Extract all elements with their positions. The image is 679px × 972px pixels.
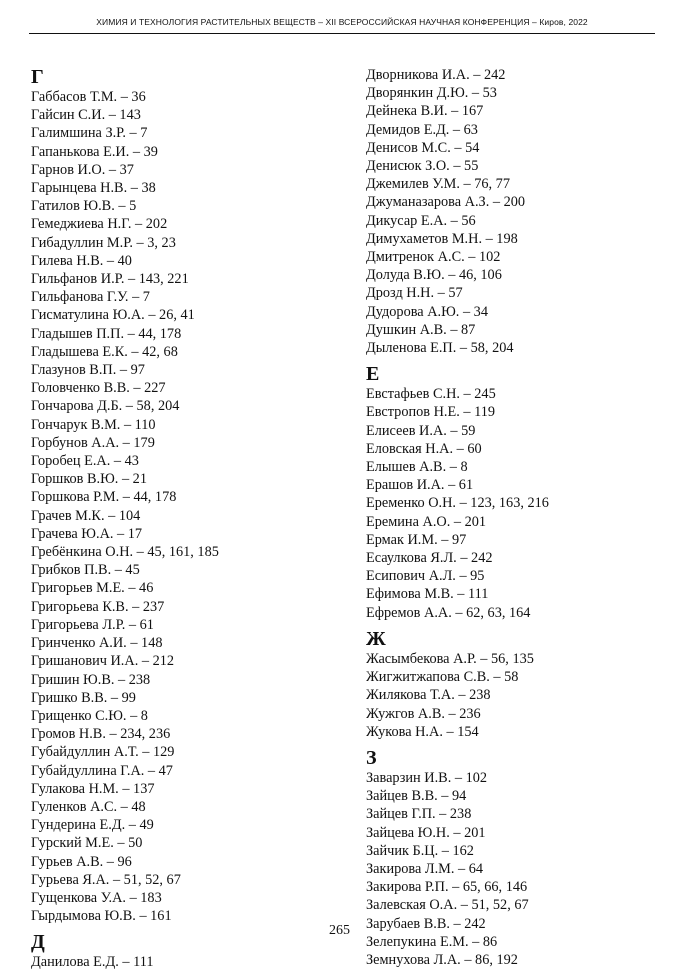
author-index-entry: Григорьева Л.Р. – 61 (31, 616, 154, 633)
author-index-entry: Земнухова Л.А. – 86, 192 (366, 951, 518, 968)
index-column-right (366, 66, 666, 969)
author-index-entry: Громов Н.В. – 234, 236 (31, 726, 171, 743)
author-index-entry: Закирова Л.М. – 64 (366, 860, 484, 877)
author-index-entry: Еременко О.Н. – 123, 163, 216 (366, 495, 549, 512)
author-index-entry: Жилякова Т.А. – 238 (366, 687, 491, 704)
author-index-entry: Дрозд Н.Н. – 57 (366, 285, 463, 302)
author-index-entry: Данилова Е.Д. – 111 (31, 954, 154, 971)
author-index-entry: Гринченко А.И. – 148 (31, 635, 163, 652)
index-section (366, 628, 666, 741)
header-divider (29, 33, 655, 34)
author-index-entry: Джуманазарова А.З. – 200 (366, 194, 526, 211)
author-index-entry: Ермак И.М. – 97 (366, 531, 467, 548)
author-index-entry: Гришко В.В. – 99 (31, 689, 136, 706)
section-letter-heading: Ж (366, 627, 386, 650)
author-index-entry: Григорьева К.В. – 237 (31, 598, 165, 615)
author-index-entry: Грачев М.К. – 104 (31, 507, 141, 524)
author-index-entry: Гатилов Ю.В. – 5 (31, 198, 137, 215)
index-column-left (31, 66, 331, 972)
author-index-entry: Гемеджиева Н.Г. – 202 (31, 216, 168, 233)
author-index-entry: Гришанович И.А. – 212 (31, 653, 175, 670)
author-index-entry: Ерашов И.А. – 61 (366, 477, 474, 494)
author-index-entry: Жукова Н.А. – 154 (366, 723, 479, 740)
author-index-entry: Гисматулина Ю.А. – 26, 41 (31, 307, 195, 324)
author-index-entry: Гапанькова Е.И. – 39 (31, 143, 158, 160)
author-index-entry: Гришин Ю.В. – 238 (31, 671, 151, 688)
author-index-entry: Долуда В.Ю. – 46, 106 (366, 267, 502, 284)
author-index-entry: Грачева Ю.А. – 17 (31, 525, 143, 542)
author-index-entry: Денисов М.С. – 54 (366, 139, 480, 156)
index-section (31, 66, 331, 925)
author-index-entry: Гребёнкина О.Н. – 45, 161, 185 (31, 544, 219, 561)
author-index-entry: Димухаметов М.Н. – 198 (366, 230, 518, 247)
author-index-entry: Гущенкова У.А. – 183 (31, 889, 162, 906)
author-index-entry: Дейнека В.И. – 167 (366, 103, 484, 120)
author-index-entry: Дудорова А.Ю. – 34 (366, 303, 488, 320)
author-index-entry: Гайсин С.И. – 143 (31, 107, 141, 124)
author-index-entry: Жигжитжапова С.В. – 58 (366, 669, 519, 686)
author-index-entry: Губайдуллин А.Т. – 129 (31, 744, 175, 761)
author-index-entry: Есаулкова Я.Л. – 242 (366, 550, 493, 567)
author-index-entry: Гибадуллин М.Р. – 3, 23 (31, 234, 176, 251)
author-index-entry: Зайчик Б.Ц. – 162 (366, 842, 474, 859)
running-header: ХИМИЯ И ТЕХНОЛОГИЯ РАСТИТЕЛЬНЫХ ВЕЩЕСТВ – XII ВСЕРОССИЙСКАЯ НАУЧНАЯ КОНФЕРЕНЦИЯ – Киров, 2022 (96, 17, 588, 27)
author-index-entry: Глазунов В.П. – 97 (31, 362, 145, 379)
author-index-entry: Гундерина Е.Д. – 49 (31, 817, 154, 834)
author-index-entry: Ефремов А.А. – 62, 63, 164 (366, 604, 531, 621)
author-index-entry: Зелепукина Е.М. – 86 (366, 933, 498, 950)
author-index-entry: Елисеев И.А. – 59 (366, 422, 476, 439)
author-index-entry: Гулакова Н.М. – 137 (31, 780, 155, 797)
author-index-entry: Грибков П.В. – 45 (31, 562, 140, 579)
author-index-entry: Гырдымова Ю.В. – 161 (31, 908, 172, 925)
author-index-entry: Душкин А.В. – 87 (366, 321, 476, 338)
author-index-entry: Дикусар Е.А. – 56 (366, 212, 476, 229)
section-letter-heading: Д (31, 931, 45, 954)
author-index-entry: Гильфанова Г.У. – 7 (31, 289, 150, 306)
author-index-entry: Горшкова Р.М. – 44, 178 (31, 489, 177, 506)
author-index-entry: Гурьева Я.А. – 51, 52, 67 (31, 871, 181, 888)
section-letter-heading: Е (366, 363, 380, 386)
author-index-entry: Зайцев Г.П. – 238 (366, 806, 472, 823)
author-index-entry: Гурский М.Е. – 50 (31, 835, 143, 852)
author-index-entry: Евстропов Н.Е. – 119 (366, 404, 496, 421)
author-index-entry: Габбасов Т.М. – 36 (31, 89, 146, 105)
author-index-entry: Грищенко С.Ю. – 8 (31, 707, 148, 724)
author-index-entry: Демидов Е.Д. – 63 (366, 121, 478, 138)
author-index-entry: Зарубаев В.В. – 242 (366, 915, 486, 932)
index-section (366, 363, 666, 622)
author-index-entry: Гуленков А.С. – 48 (31, 798, 146, 815)
author-index-entry: Головченко В.В. – 227 (31, 380, 166, 397)
author-index-entry: Гурьев А.В. – 96 (31, 853, 132, 870)
author-index-entry: Есипович А.Л. – 95 (366, 568, 485, 585)
author-index-entry: Горбунов А.А. – 179 (31, 434, 155, 451)
author-index-entry: Гладышева Е.К. – 42, 68 (31, 343, 178, 360)
author-index-entry: Дмитренок А.С. – 102 (366, 249, 501, 266)
section-letter-heading: Г (31, 66, 44, 88)
author-index-entry: Гарынцева Н.В. – 38 (31, 180, 156, 197)
author-index-entry: Гарнов И.О. – 37 (31, 161, 134, 178)
author-index-entry: Гильфанов И.Р. – 143, 221 (31, 271, 189, 288)
author-index-entry: Ефимова М.В. – 111 (366, 586, 489, 603)
author-index-entry: Зайцева Ю.Н. – 201 (366, 824, 486, 841)
author-index-entry: Дворянкин Д.Ю. – 53 (366, 85, 497, 102)
author-index-entry: Джемилев У.М. – 76, 77 (366, 176, 510, 193)
author-index-entry: Елышев А.В. – 8 (366, 459, 468, 476)
page-number: 265 (329, 923, 350, 938)
author-index-entry: Денисюк З.О. – 55 (366, 158, 479, 175)
author-index-entry: Гончарова Д.Б. – 58, 204 (31, 398, 180, 415)
author-index-entry: Галимшина З.Р. – 7 (31, 125, 148, 142)
author-index-entry: Гилева Н.В. – 40 (31, 252, 132, 269)
author-index-entry: Дыленова Е.П. – 58, 204 (366, 340, 514, 357)
author-index-entry: Горобец Е.А. – 43 (31, 453, 139, 470)
author-index-entry: Горшков В.Ю. – 21 (31, 471, 147, 488)
author-index-entry: Залевская О.А. – 51, 52, 67 (366, 897, 529, 914)
author-index-entry: Еловская Н.А. – 60 (366, 440, 482, 457)
author-index-entry: Заварзин И.В. – 102 (366, 769, 488, 786)
author-index-entry: Еремина А.О. – 201 (366, 513, 487, 530)
author-index-entry: Евстафьев С.Н. – 245 (366, 386, 496, 403)
author-index-entry: Жужгов А.В. – 236 (366, 705, 481, 722)
author-index-entry: Гончарук В.М. – 110 (31, 416, 156, 433)
author-index-entry: Зайцев В.В. – 94 (366, 788, 467, 805)
author-index-entry: Гладышев П.П. – 44, 178 (31, 325, 182, 342)
author-index-entry: Губайдуллина Г.А. – 47 (31, 762, 173, 779)
index-section (366, 66, 666, 357)
author-index-entry: Жасымбекова А.Р. – 56, 135 (366, 650, 534, 667)
author-index-entry: Григорьев М.Е. – 46 (31, 580, 154, 597)
author-index-entry: Закирова Р.П. – 65, 66, 146 (366, 879, 528, 896)
section-letter-heading: З (366, 746, 377, 769)
author-index-entry: Дворникова И.А. – 242 (366, 67, 506, 83)
